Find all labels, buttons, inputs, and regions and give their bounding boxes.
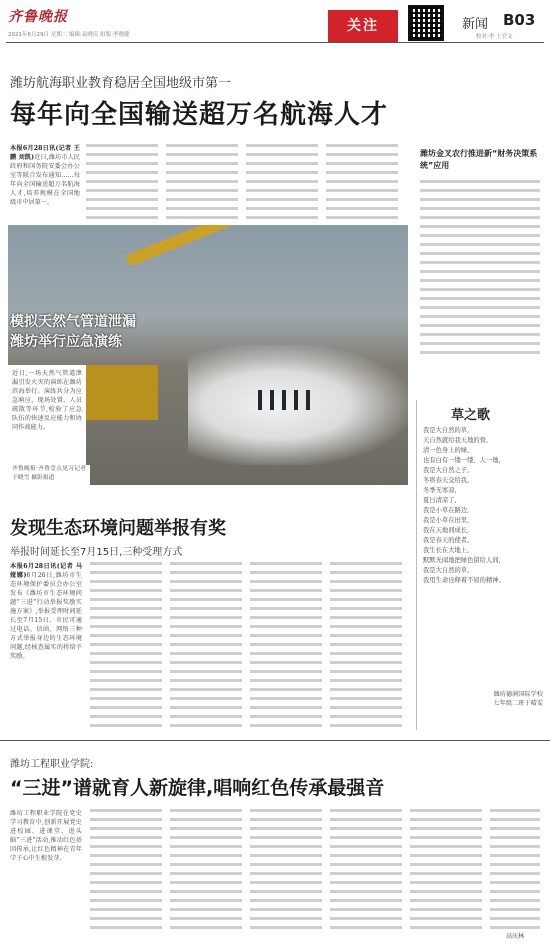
report-text: 6月26日,潍坊市生态环境保护委员会办公室发布《潍坊市生态环境问题“三进”行动举报奖励实施方案》,举报受理时间延长至7月15日。市民可通过电话、信函、网络三种方式举报身边的生态环境问题,经核查属实的将给予奖励。 xyxy=(10,572,82,660)
section-name: 新闻 xyxy=(462,17,489,32)
poem-line: 天自然就给我天地的骨, xyxy=(423,437,488,444)
poem-line: 我是小草在路边, xyxy=(423,507,470,514)
drill-headline-1: 模拟天然气管道泄漏 xyxy=(10,314,136,330)
poem-line: 我是大自然的草, xyxy=(423,567,470,574)
page-number: B03 xyxy=(503,11,536,29)
poem-line: 我是大自然之子, xyxy=(423,467,470,474)
poem-line: 冬将春天交给我, xyxy=(423,477,470,484)
masthead-rule xyxy=(6,42,544,43)
masthead xyxy=(0,0,550,58)
poem-title: 草之歌 xyxy=(451,408,491,423)
drill-text: 近日,一场天然气管道泄漏引发火灾的演练在潍坊滨海举行。演练共分为应急响应、现场处置、人员疏散等环节,检验了应急队伍的快速反应能力和协同作战能力。 xyxy=(12,370,82,431)
poem-box xyxy=(416,400,547,730)
poem-line: 夏日清凉了, xyxy=(423,497,457,504)
report-body xyxy=(10,562,82,732)
proofreader: 校对:李 上官文 xyxy=(476,34,513,40)
article-report xyxy=(0,510,412,740)
poem-line: 也有白有一缕一缕、人一地, xyxy=(423,457,501,464)
newspaper-logo: 齐鲁晚报 xyxy=(8,9,68,25)
poem-author: 潍坊德润国际学校 七年级二班于晴雯 xyxy=(493,691,543,707)
poem-line: 我是春天的使者, xyxy=(423,537,470,544)
section-tag: 关注 xyxy=(328,10,398,42)
article-text: 近日,潍坊市人民政府和国务院安委会办公室等联合发布通知……每年向全国输送超万名航海人才,培养规模在全国地级市中居第一。 xyxy=(10,154,80,206)
article-byline: 本报6月28日讯(记者 王 鹏 刘凯) xyxy=(10,145,80,161)
poem-line: 我在天地间成长, xyxy=(423,527,470,534)
poem-line: 我用生命诠释着不屈的精神。 xyxy=(423,577,505,584)
sidebar-title: 潍坊金叉农行推进新“财务决策系统”应用 xyxy=(420,149,538,170)
poem-line: 冬季无寒凉, xyxy=(423,487,457,494)
qr-code-icon xyxy=(408,5,444,41)
article-kicker: 潍坊航海职业教育稳居全国地级市第一 xyxy=(10,76,232,91)
excavator-arm xyxy=(126,225,242,267)
firefighters xyxy=(258,390,318,410)
college-body: 潍坊工程职业学院在党史学习教育中,创新开展党史进校园、进课堂、进头脑“三进”活动,推动红色基因传承,让红色精神在青年学子心中生根发芽。 xyxy=(10,810,82,862)
report-byline: 本报6月28日讯(记者 马娅娜) xyxy=(10,563,82,579)
report-subheadline: 举报时间延长至7月15日,三种受理方式 xyxy=(10,547,183,558)
sidebar-bank xyxy=(416,140,546,370)
poem-line: 我是小草在田里, xyxy=(423,517,470,524)
college-headline: “三进”谱就育人新旋律,唱响红色传承最强音 xyxy=(10,777,385,799)
drill-headline-2: 潍坊举行应急演练 xyxy=(10,334,122,350)
college-credit: 高庆林 xyxy=(506,933,525,940)
article-college xyxy=(0,740,550,945)
poem-line: 清一色身上的绿, xyxy=(423,447,470,454)
poem-lines xyxy=(423,426,541,666)
college-kicker: 潍坊工程职业学院: xyxy=(10,759,94,770)
dateline: 2021年6月29日 星期二 编辑:袁晓庆 组版:李晓健 xyxy=(8,32,130,38)
article-drill xyxy=(0,225,410,495)
poem-line: 我是大自然的草, xyxy=(423,427,470,434)
drill-credit: 齐鲁晚报·齐鲁壹点见习记者 于晓雪 摄影报道 xyxy=(8,465,90,487)
report-headline: 发现生态环境问题举报有奖 xyxy=(10,518,226,539)
article-headline: 每年向全国输送超万名航海人才 xyxy=(10,100,389,130)
poem-line: 我生长在大地上, xyxy=(423,547,470,554)
poem-line: 默默无闻地把绿色留给人间, xyxy=(423,557,501,564)
